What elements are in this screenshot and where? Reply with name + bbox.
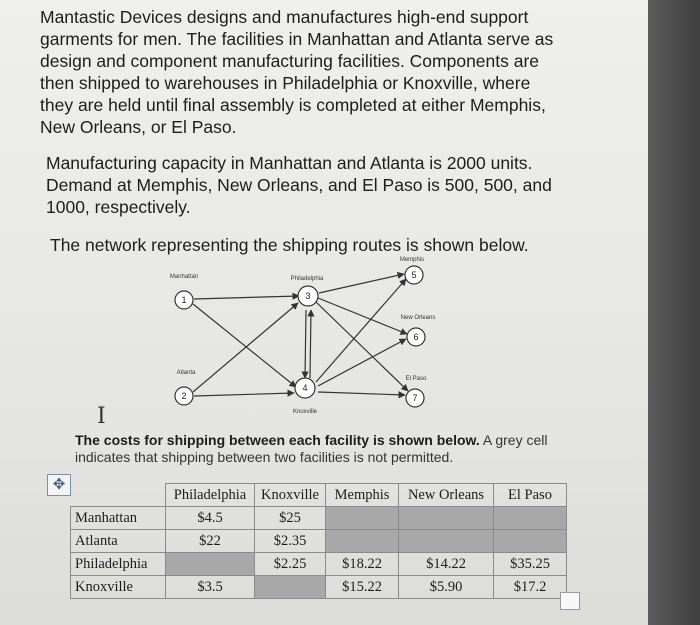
table-row — [71, 530, 567, 553]
cost-cell[interactable]: $25 — [255, 507, 326, 530]
col-header-memphis: Memphis — [326, 484, 399, 507]
intro-paragraph-1: Mantastic Devices designs and manufactures high-end support garments for men. The facilities in Manhattan and Atlanta serve as design and component manufacturing facilities. Components are then shipped to warehouses in Philadelphia or Knoxville, where they are held until final assembly is completed at either Memphis, New Orleans, or El Paso. — [40, 7, 554, 137]
col-header-new-orleans: New Orleans — [399, 484, 494, 507]
cost-cell[interactable]: $18.22 — [326, 553, 399, 576]
cost-cell[interactable]: $35.25 — [494, 553, 567, 576]
not-permitted-cell — [255, 576, 326, 599]
cost-cell[interactable]: $5.90 — [399, 576, 494, 599]
not-permitted-cell — [494, 530, 567, 553]
col-header-knoxville: Knoxville — [255, 484, 326, 507]
node-7-label: El Paso — [405, 376, 427, 382]
costs-intro — [75, 432, 560, 466]
node-3-number: 3 — [305, 291, 311, 301]
col-header-el-paso: El Paso — [494, 484, 567, 507]
costs-intro-bold: The costs for shipping between each facility is shown below. — [75, 432, 480, 448]
intro-paragraph-2: Manufacturing capacity in Manhattan and Atlanta is 2000 units. Demand at Memphis, New Orleans, and El Paso is 500, 500, and 1000, respectively. — [46, 153, 552, 217]
row-label-atlanta: Atlanta — [71, 530, 166, 553]
node-4-label: Knoxville — [292, 409, 318, 415]
cost-cell[interactable]: $15.22 — [326, 576, 399, 599]
node-7-number: 7 — [412, 393, 418, 403]
node-5-number: 5 — [411, 270, 417, 280]
node-1-label: Manhattan — [169, 274, 199, 280]
table-header-row — [71, 484, 567, 507]
cost-cell[interactable]: $2.35 — [255, 530, 326, 553]
table-move-handle-icon[interactable]: ✥ — [47, 474, 71, 496]
node-2-number: 2 — [181, 391, 187, 401]
not-permitted-cell — [326, 507, 399, 530]
node-5-label: Memphis — [399, 257, 425, 263]
not-permitted-cell — [166, 553, 255, 576]
not-permitted-cell — [326, 530, 399, 553]
node-6-label: New Orleans — [400, 315, 436, 321]
shipping-network-diagram — [150, 256, 480, 422]
row-label-philadelphia: Philadelphia — [71, 553, 166, 576]
not-permitted-cell — [494, 507, 567, 530]
cost-cell[interactable]: $17.2 — [494, 576, 567, 599]
table-row — [71, 507, 567, 530]
col-header-philadelphia: Philadelphia — [166, 484, 255, 507]
cost-cell[interactable]: $3.5 — [166, 576, 255, 599]
node-2-label: Atlanta — [176, 370, 196, 376]
table-row — [71, 576, 567, 599]
node-1-number: 1 — [181, 295, 187, 305]
row-label-manhattan: Manhattan — [71, 507, 166, 530]
not-permitted-cell — [399, 507, 494, 530]
node-4-number: 4 — [302, 383, 308, 393]
table-row — [71, 553, 567, 576]
costs-intro-note: A grey cell indicates that shipping between two facilities is not permitted. — [75, 432, 548, 465]
table-corner-cell — [71, 484, 166, 507]
text-cursor-icon: I — [97, 404, 106, 429]
cost-cell[interactable]: $2.25 — [255, 553, 326, 576]
cost-cell[interactable]: $14.22 — [399, 553, 494, 576]
row-label-knoxville: Knoxville — [71, 576, 166, 599]
node-6-number: 6 — [413, 332, 419, 342]
cost-cell[interactable]: $22 — [166, 530, 255, 553]
node-3-label: Philadelphia — [290, 276, 324, 282]
intro-paragraph-3: The network representing the shipping routes is shown below. — [50, 235, 529, 255]
not-permitted-cell — [399, 530, 494, 553]
photo-dark-edge — [648, 0, 700, 625]
cost-cell[interactable]: $4.5 — [166, 507, 255, 530]
shipping-cost-table — [70, 483, 567, 599]
table-resize-handle[interactable] — [560, 592, 580, 610]
